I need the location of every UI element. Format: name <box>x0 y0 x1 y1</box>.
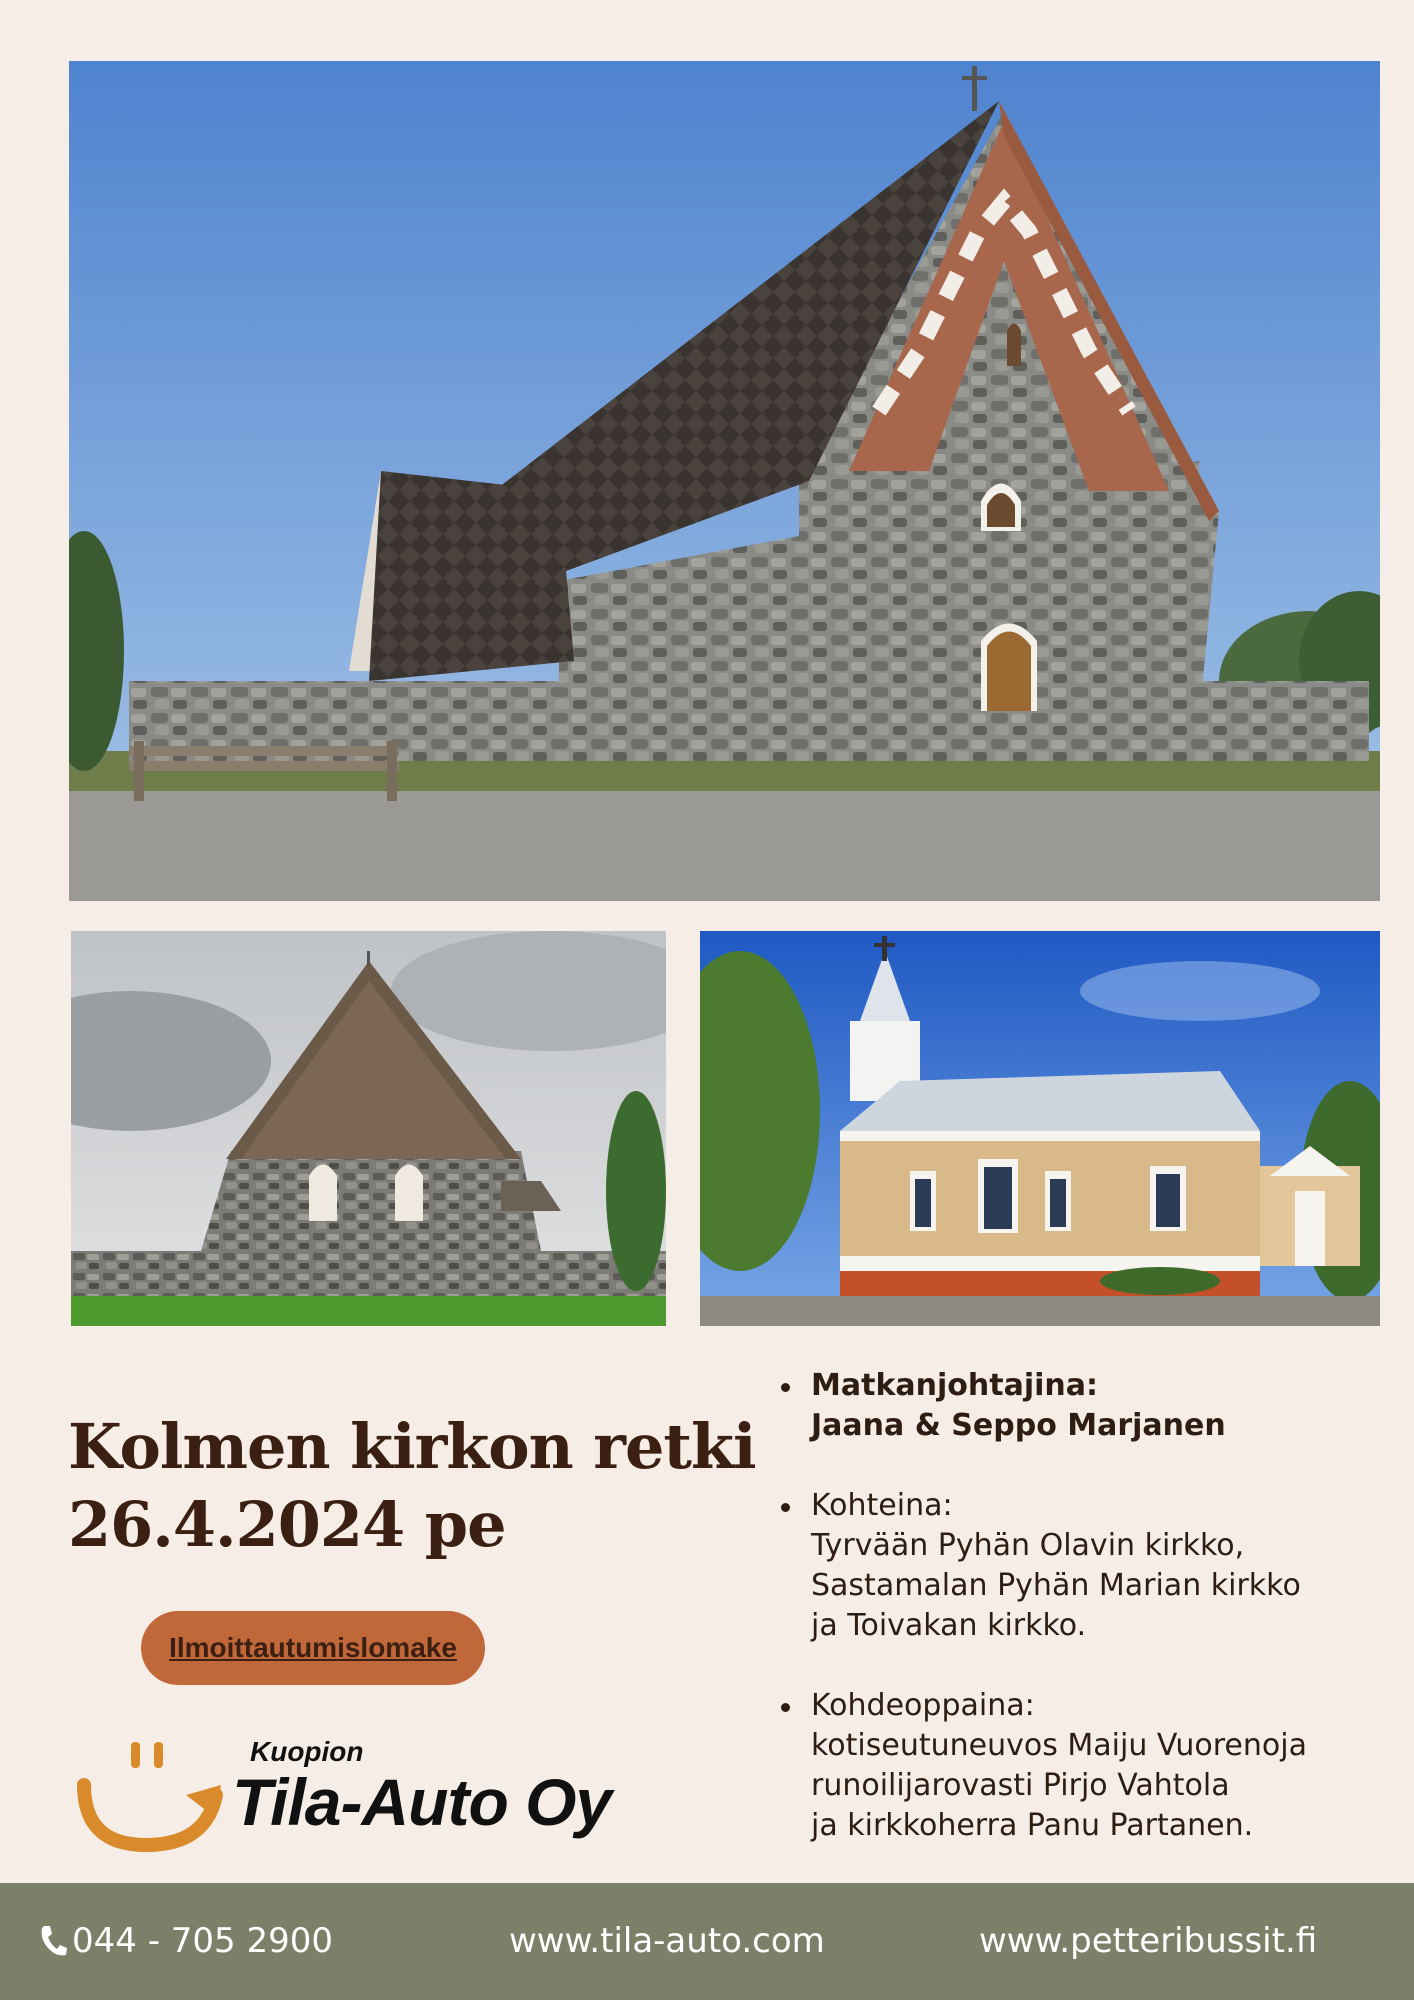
company-logo <box>76 1730 676 1860</box>
list-item <box>778 1686 1378 1846</box>
info-line: Kohdeoppaina: <box>811 1688 1035 1723</box>
event-info <box>778 1366 1378 1886</box>
wooden-church-photo <box>700 931 1380 1326</box>
footer <box>0 1883 1414 2000</box>
info-line: ja Toivakan kirkko. <box>811 1608 1087 1643</box>
smile-icon <box>76 1740 226 1860</box>
list-item <box>778 1366 1378 1446</box>
event-date: 26.4.2024 pe <box>68 1488 506 1561</box>
website-link-tila-auto[interactable]: www.tila-auto.com <box>509 1921 825 1961</box>
info-line: Matkanjohtajina: <box>811 1368 1098 1403</box>
website-link-petteribussit[interactable]: www.petteribussit.fi <box>979 1921 1318 1961</box>
event-title-line1: Kolmen kirkon retki <box>68 1410 756 1483</box>
cloudy-church-photo <box>71 931 666 1326</box>
footer-phone[interactable] <box>38 1921 333 1961</box>
info-line: ja kirkkoherra Panu Partanen. <box>811 1808 1254 1843</box>
info-line: Jaana & Seppo Marjanen <box>811 1408 1226 1443</box>
signup-form-button[interactable]: Ilmoittautumislomake <box>141 1611 485 1685</box>
logo-small-text: Kuopion <box>250 1736 364 1767</box>
info-line: Sastamalan Pyhän Marian kirkko <box>811 1568 1301 1603</box>
phone-icon <box>38 1924 68 1958</box>
phone-number: 044 - 705 2900 <box>72 1921 334 1961</box>
info-line: runoilijarovasti Pirjo Vahtola <box>811 1768 1230 1803</box>
info-line: kotiseutuneuvos Maiju Vuorenoja <box>811 1728 1307 1763</box>
info-line: Tyrvään Pyhän Olavin kirkko, <box>811 1528 1245 1563</box>
info-line: Kohteina: <box>811 1488 953 1523</box>
event-title <box>68 1408 756 1564</box>
logo-company-name: Tila-Auto Oy <box>232 1765 612 1839</box>
main-church-photo <box>69 61 1380 901</box>
list-item <box>778 1486 1378 1646</box>
